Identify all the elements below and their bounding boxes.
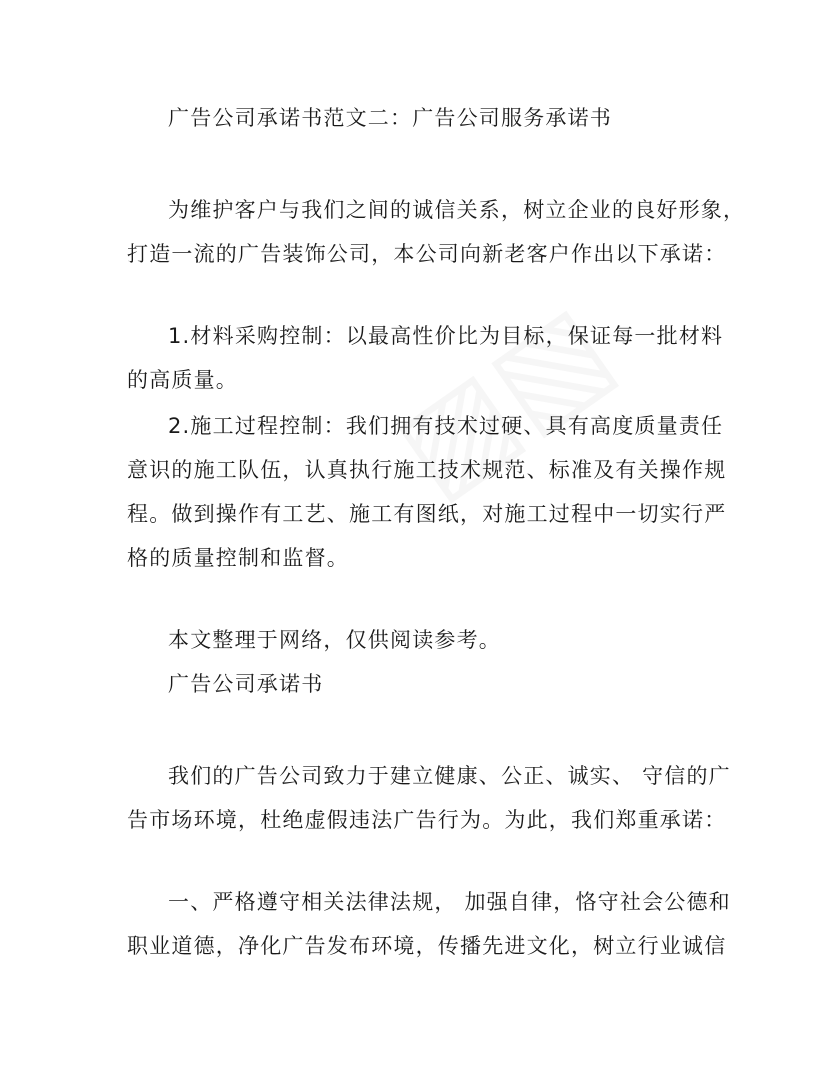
item-1-line-2: 的高质量。 bbox=[127, 368, 238, 392]
section-title: 广告公司承诺书 bbox=[168, 672, 324, 696]
source-note: 本文整理于网络，仅供阅读参考。 bbox=[168, 628, 501, 652]
item-2-line-3: 程。做到操作有工艺、施工有图纸，对施工过程中一切实行严 bbox=[127, 502, 727, 526]
item-2-line-2: 意识的施工队伍，认真执行施工技术规范、标准及有关操作规 bbox=[127, 458, 727, 482]
item-1-line-1: 1.材料采购控制：以最高性价比为目标，保证每一批材料 bbox=[168, 324, 724, 348]
paragraph-1-line-2: 告市场环境，杜绝虚假违法广告行为。为此，我们郑重承诺： bbox=[127, 808, 727, 832]
paragraph-1-line-1: 我们的广告公司致力于建立健康、公正、诚实、 守信的广 bbox=[168, 764, 731, 788]
watermark bbox=[371, 278, 636, 522]
item-2-line-4: 格的质量控制和监督。 bbox=[127, 546, 349, 570]
paragraph-2-line-1: 一、严格遵守相关法律法规， 加强自律，恪守社会公德和 bbox=[168, 890, 731, 914]
paragraph-2-line-2: 职业道德，净化广告发布环境，传播先进文化，树立行业诚信 bbox=[127, 934, 727, 958]
document-title: 广告公司承诺书范文二：广告公司服务承诺书 bbox=[168, 106, 612, 130]
intro-line-2: 打造一流的广告装饰公司，本公司向新老客户作出以下承诺： bbox=[127, 242, 727, 266]
item-2-line-1: 2.施工过程控制：我们拥有技术过硬、具有高度质量责任 bbox=[168, 414, 724, 438]
intro-line-1: 为维护客户与我们之间的诚信关系，树立企业的良好形象， bbox=[168, 198, 746, 222]
